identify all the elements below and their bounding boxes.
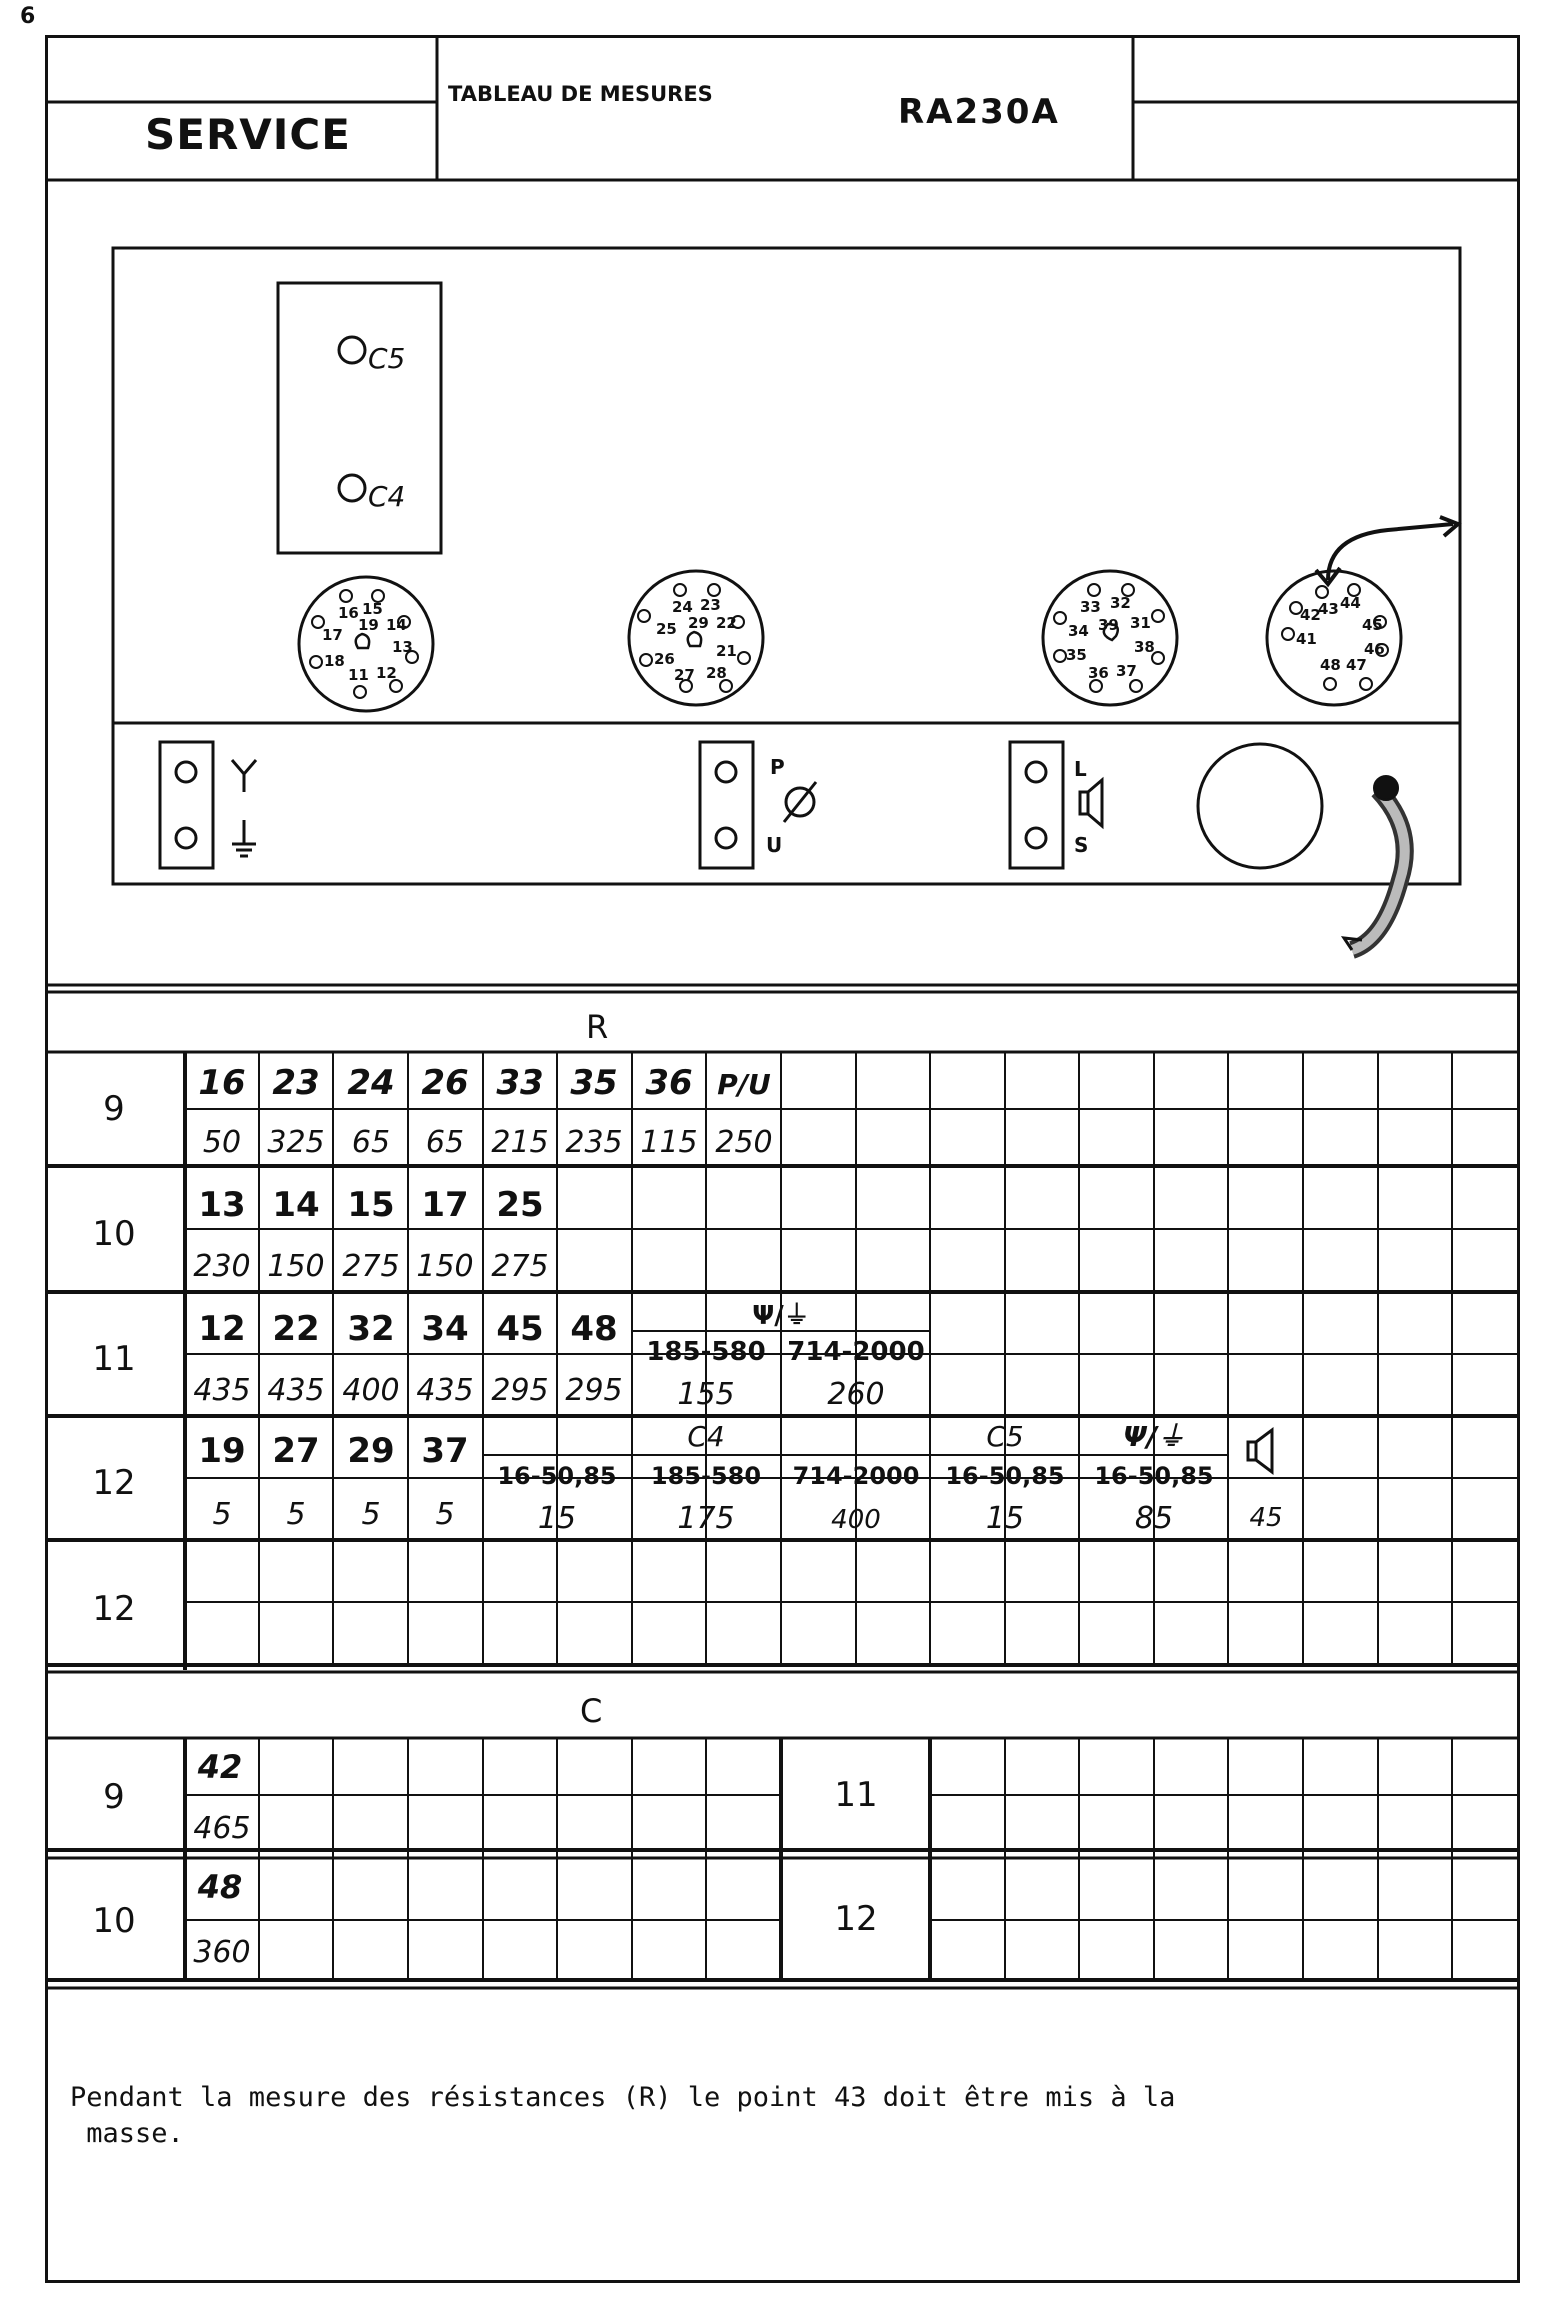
svg-text:36: 36 [1088, 664, 1109, 682]
svg-text:33: 33 [496, 1063, 544, 1103]
svg-text:27: 27 [674, 666, 695, 684]
svg-text:13: 13 [198, 1185, 246, 1225]
svg-text:24: 24 [347, 1063, 395, 1103]
svg-text:14: 14 [386, 616, 407, 634]
svg-text:65: 65 [425, 1125, 465, 1160]
svg-text:C5: C5 [986, 1420, 1024, 1453]
c5-terminal [339, 337, 365, 363]
svg-text:14: 14 [272, 1185, 320, 1225]
svg-text:175: 175 [677, 1501, 735, 1536]
svg-text:34: 34 [1068, 622, 1089, 640]
svg-text:16: 16 [198, 1063, 246, 1103]
svg-text:16-50,85: 16-50,85 [497, 1462, 617, 1490]
svg-text:215: 215 [491, 1125, 549, 1160]
svg-text:33: 33 [1080, 598, 1101, 616]
svg-text:26: 26 [421, 1063, 469, 1103]
footnote: Pendant la mesure des résistances (R) le point 43 doit être mis à la masse. [70, 2082, 1176, 2149]
svg-text:12: 12 [198, 1309, 246, 1349]
svg-text:465: 465 [193, 1811, 251, 1846]
svg-text:65: 65 [351, 1125, 391, 1160]
svg-text:185-580: 185-580 [650, 1462, 762, 1490]
svg-text:23: 23 [272, 1063, 320, 1103]
model-number: RA230A [898, 92, 1060, 132]
svg-text:Ψ/⏚: Ψ/⏚ [752, 1301, 810, 1331]
svg-text:714-2000: 714-2000 [787, 1337, 925, 1367]
document-title: TABLEAU DE MESURES [448, 82, 713, 106]
svg-text:45: 45 [1362, 616, 1383, 634]
svg-text:18: 18 [324, 652, 345, 670]
svg-text:25: 25 [656, 620, 677, 638]
svg-text:34: 34 [421, 1309, 469, 1349]
svg-text:5: 5 [212, 1497, 232, 1532]
svg-text:44: 44 [1340, 594, 1361, 612]
svg-text:185-580: 185-580 [646, 1337, 766, 1367]
speaker-icon [1248, 1430, 1272, 1472]
svg-text:37: 37 [1116, 662, 1137, 680]
tube-socket-4 [1267, 571, 1401, 705]
svg-text:12: 12 [834, 1899, 878, 1939]
svg-text:19: 19 [198, 1431, 246, 1471]
svg-text:5: 5 [361, 1497, 381, 1532]
svg-text:38: 38 [1134, 638, 1155, 656]
svg-text:15: 15 [537, 1501, 577, 1536]
svg-text:26: 26 [654, 650, 675, 668]
svg-text:150: 150 [267, 1249, 325, 1284]
svg-text:41: 41 [1296, 630, 1317, 648]
svg-text:250: 250 [715, 1125, 773, 1160]
svg-text:9: 9 [103, 1777, 125, 1817]
svg-text:11: 11 [348, 666, 369, 684]
section-c-label: C [580, 1692, 603, 1730]
svg-text:42: 42 [197, 1748, 243, 1786]
svg-text:48: 48 [570, 1309, 618, 1349]
svg-text:260: 260 [827, 1377, 885, 1412]
svg-text:16-50,85: 16-50,85 [945, 1462, 1065, 1490]
svg-text:400: 400 [831, 1505, 881, 1535]
svg-text:L: L [1074, 757, 1087, 781]
svg-text:35: 35 [1066, 646, 1087, 664]
svg-text:16-50,85: 16-50,85 [1094, 1462, 1214, 1490]
svg-text:16: 16 [338, 604, 359, 622]
svg-text:13: 13 [392, 638, 413, 656]
svg-text:48: 48 [1320, 656, 1341, 674]
svg-text:P: P [770, 755, 785, 779]
svg-text:42: 42 [1300, 606, 1321, 624]
svg-text:360: 360 [193, 1935, 251, 1970]
svg-text:9: 9 [103, 1089, 125, 1129]
svg-text:5: 5 [435, 1497, 455, 1532]
svg-text:P/U: P/U [717, 1068, 771, 1101]
svg-text:32: 32 [1110, 594, 1131, 612]
svg-text:27: 27 [272, 1431, 320, 1471]
svg-text:11: 11 [92, 1339, 136, 1379]
svg-text:25: 25 [496, 1185, 544, 1225]
svg-text:47: 47 [1346, 656, 1367, 674]
svg-text:S: S [1074, 833, 1089, 857]
svg-text:21: 21 [716, 642, 737, 660]
svg-text:23: 23 [700, 596, 721, 614]
svg-text:Ψ/⏚: Ψ/⏚ [1122, 1420, 1186, 1453]
svg-text:85: 85 [1134, 1501, 1174, 1536]
svg-text:50: 50 [202, 1125, 242, 1160]
svg-text:295: 295 [491, 1373, 549, 1408]
svg-text:5: 5 [286, 1497, 306, 1532]
svg-text:230: 230 [193, 1249, 251, 1284]
svg-text:435: 435 [416, 1373, 474, 1408]
svg-text:275: 275 [342, 1249, 400, 1284]
svg-text:325: 325 [267, 1125, 325, 1160]
svg-text:714-2000: 714-2000 [792, 1462, 920, 1490]
svg-text:35: 35 [570, 1063, 618, 1103]
svg-text:11: 11 [834, 1775, 878, 1815]
svg-text:19: 19 [358, 616, 379, 634]
svg-text:275: 275 [491, 1249, 549, 1284]
svg-text:12: 12 [376, 664, 397, 682]
svg-text:22: 22 [272, 1309, 320, 1349]
svg-text:435: 435 [193, 1373, 251, 1408]
c4-terminal [339, 475, 365, 501]
svg-text:400: 400 [342, 1373, 400, 1408]
svg-text:12: 12 [92, 1463, 136, 1503]
svg-text:29: 29 [347, 1431, 395, 1471]
svg-text:435: 435 [267, 1373, 325, 1408]
c5-label: C5 [368, 342, 406, 375]
svg-text:15: 15 [362, 600, 383, 618]
c4-label: C4 [368, 480, 406, 513]
svg-text:10: 10 [92, 1901, 136, 1941]
svg-text:U: U [766, 833, 783, 857]
svg-text:15: 15 [985, 1501, 1025, 1536]
svg-text:43: 43 [1318, 600, 1339, 618]
svg-text:155: 155 [677, 1377, 735, 1412]
svg-text:17: 17 [421, 1185, 469, 1225]
svg-text:37: 37 [421, 1431, 469, 1471]
svg-text:295: 295 [565, 1373, 623, 1408]
svg-text:31: 31 [1130, 614, 1151, 632]
svg-text:150: 150 [416, 1249, 474, 1284]
svg-text:39: 39 [1098, 616, 1119, 634]
svg-text:28: 28 [706, 664, 727, 682]
svg-text:29: 29 [688, 614, 709, 632]
svg-text:45: 45 [496, 1309, 544, 1349]
svg-text:45: 45 [1249, 1503, 1283, 1533]
svg-text:46: 46 [1364, 640, 1385, 658]
svg-text:235: 235 [565, 1125, 623, 1160]
svg-text:36: 36 [645, 1063, 693, 1103]
svg-text:15: 15 [347, 1185, 395, 1225]
svg-text:24: 24 [672, 598, 693, 616]
svg-text:32: 32 [347, 1309, 395, 1349]
page-number: 6 [20, 4, 36, 29]
volume-knob-opening [1198, 744, 1322, 868]
section-r-label: R [586, 1008, 609, 1046]
svg-text:22: 22 [716, 614, 737, 632]
tube-socket-2 [629, 571, 763, 705]
svg-text:C4: C4 [687, 1420, 725, 1453]
svg-text:115: 115 [640, 1125, 698, 1160]
svg-text:17: 17 [322, 626, 343, 644]
svg-text:12: 12 [92, 1589, 136, 1629]
service-title: SERVICE [145, 110, 351, 159]
svg-text:10: 10 [92, 1214, 136, 1254]
svg-text:48: 48 [197, 1868, 243, 1906]
